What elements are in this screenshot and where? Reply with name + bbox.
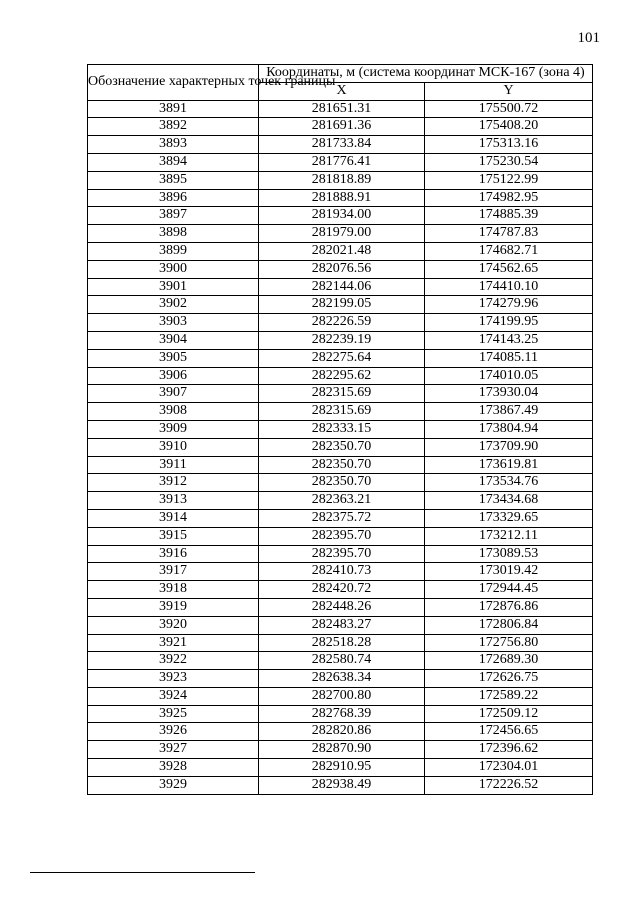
point-number-cell: 3917 bbox=[88, 563, 259, 581]
table-row bbox=[88, 687, 593, 705]
point-number-cell: 3911 bbox=[88, 456, 259, 474]
point-number-cell: 3928 bbox=[88, 759, 259, 777]
y-coordinate-cell: 173019.42 bbox=[425, 563, 593, 581]
x-coordinate-cell: 282315.69 bbox=[259, 385, 425, 403]
x-coordinate-cell: 282870.90 bbox=[259, 741, 425, 759]
table-row bbox=[88, 492, 593, 510]
table-row bbox=[88, 616, 593, 634]
table-row bbox=[88, 741, 593, 759]
point-number-cell: 3899 bbox=[88, 242, 259, 260]
y-coordinate-cell: 173619.81 bbox=[425, 456, 593, 474]
point-number-cell: 3901 bbox=[88, 278, 259, 296]
table-row bbox=[88, 634, 593, 652]
y-coordinate-cell: 174787.83 bbox=[425, 225, 593, 243]
y-coordinate-cell: 173534.76 bbox=[425, 474, 593, 492]
x-coordinate-cell: 281888.91 bbox=[259, 189, 425, 207]
table-row bbox=[88, 367, 593, 385]
y-coordinate-cell: 172304.01 bbox=[425, 759, 593, 777]
x-coordinate-cell: 281651.31 bbox=[259, 100, 425, 118]
y-coordinate-cell: 174885.39 bbox=[425, 207, 593, 225]
table-row bbox=[88, 314, 593, 332]
x-coordinate-cell: 281733.84 bbox=[259, 136, 425, 154]
point-number-cell: 3912 bbox=[88, 474, 259, 492]
y-coordinate-cell: 173930.04 bbox=[425, 385, 593, 403]
x-coordinate-cell: 282483.27 bbox=[259, 616, 425, 634]
table-row bbox=[88, 670, 593, 688]
y-coordinate-cell: 175313.16 bbox=[425, 136, 593, 154]
point-number-cell: 3918 bbox=[88, 581, 259, 599]
y-coordinate-cell: 175408.20 bbox=[425, 118, 593, 136]
y-coordinate-cell: 175500.72 bbox=[425, 100, 593, 118]
page-number: 101 bbox=[577, 30, 600, 46]
y-coordinate-cell: 173212.11 bbox=[425, 527, 593, 545]
point-number-cell: 3895 bbox=[88, 171, 259, 189]
x-coordinate-cell: 282350.70 bbox=[259, 474, 425, 492]
x-coordinate-cell: 282021.48 bbox=[259, 242, 425, 260]
x-coordinate-cell: 282395.70 bbox=[259, 545, 425, 563]
table-row bbox=[88, 527, 593, 545]
x-coordinate-cell: 282275.64 bbox=[259, 349, 425, 367]
x-coordinate-cell: 282315.69 bbox=[259, 403, 425, 421]
x-coordinate-cell: 282448.26 bbox=[259, 598, 425, 616]
table-row bbox=[88, 545, 593, 563]
y-coordinate-cell: 172456.65 bbox=[425, 723, 593, 741]
point-number-cell: 3896 bbox=[88, 189, 259, 207]
y-coordinate-cell: 172944.45 bbox=[425, 581, 593, 599]
table-row bbox=[88, 331, 593, 349]
y-coordinate-cell: 173329.65 bbox=[425, 509, 593, 527]
point-number-cell: 3923 bbox=[88, 670, 259, 688]
x-coordinate-cell: 282638.34 bbox=[259, 670, 425, 688]
x-coordinate-cell: 282333.15 bbox=[259, 420, 425, 438]
x-coordinate-cell: 282144.06 bbox=[259, 278, 425, 296]
x-coordinate-cell: 282768.39 bbox=[259, 705, 425, 723]
y-coordinate-cell: 175122.99 bbox=[425, 171, 593, 189]
x-coordinate-cell: 282395.70 bbox=[259, 527, 425, 545]
point-number-cell: 3897 bbox=[88, 207, 259, 225]
table-row bbox=[88, 118, 593, 136]
x-coordinate-cell: 282350.70 bbox=[259, 456, 425, 474]
table-row bbox=[88, 581, 593, 599]
table-row bbox=[88, 225, 593, 243]
table-row bbox=[88, 420, 593, 438]
x-coordinate-cell: 281818.89 bbox=[259, 171, 425, 189]
y-coordinate-cell: 174410.10 bbox=[425, 278, 593, 296]
x-coordinate-cell: 282295.62 bbox=[259, 367, 425, 385]
x-coordinate-cell: 282375.72 bbox=[259, 509, 425, 527]
point-number-cell: 3893 bbox=[88, 136, 259, 154]
coordinates-table bbox=[87, 64, 593, 795]
point-number-cell: 3892 bbox=[88, 118, 259, 136]
y-coordinate-cell: 172509.12 bbox=[425, 705, 593, 723]
y-coordinate-cell: 174982.95 bbox=[425, 189, 593, 207]
x-coordinate-cell: 282910.95 bbox=[259, 759, 425, 777]
y-coordinate-cell: 174010.05 bbox=[425, 367, 593, 385]
x-coordinate-cell: 282350.70 bbox=[259, 438, 425, 456]
y-coordinate-cell: 172806.84 bbox=[425, 616, 593, 634]
x-coordinate-cell: 281691.36 bbox=[259, 118, 425, 136]
x-coordinate-cell: 282076.56 bbox=[259, 260, 425, 278]
x-coordinate-cell: 282580.74 bbox=[259, 652, 425, 670]
point-number-cell: 3920 bbox=[88, 616, 259, 634]
point-number-cell: 3916 bbox=[88, 545, 259, 563]
table-row bbox=[88, 260, 593, 278]
y-coordinate-cell: 174199.95 bbox=[425, 314, 593, 332]
y-coordinate-cell: 174682.71 bbox=[425, 242, 593, 260]
point-number-cell: 3903 bbox=[88, 314, 259, 332]
table-row bbox=[88, 349, 593, 367]
x-coordinate-cell: 281979.00 bbox=[259, 225, 425, 243]
table-row bbox=[88, 652, 593, 670]
x-coordinate-cell: 282410.73 bbox=[259, 563, 425, 581]
point-number-cell: 3906 bbox=[88, 367, 259, 385]
point-number-cell: 3926 bbox=[88, 723, 259, 741]
y-coordinate-cell: 172396.62 bbox=[425, 741, 593, 759]
x-coordinate-cell: 282420.72 bbox=[259, 581, 425, 599]
table-row bbox=[88, 474, 593, 492]
footer-rule bbox=[30, 872, 255, 873]
y-coordinate-cell: 174562.65 bbox=[425, 260, 593, 278]
header-point-designation: Обозначение характерных точек границы bbox=[88, 65, 259, 101]
table-header bbox=[88, 65, 593, 101]
x-coordinate-cell: 282226.59 bbox=[259, 314, 425, 332]
table-row bbox=[88, 100, 593, 118]
x-coordinate-cell: 282239.19 bbox=[259, 331, 425, 349]
x-coordinate-cell: 282199.05 bbox=[259, 296, 425, 314]
y-coordinate-cell: 173804.94 bbox=[425, 420, 593, 438]
table-row bbox=[88, 776, 593, 794]
point-number-cell: 3927 bbox=[88, 741, 259, 759]
point-number-cell: 3913 bbox=[88, 492, 259, 510]
point-number-cell: 3925 bbox=[88, 705, 259, 723]
point-number-cell: 3902 bbox=[88, 296, 259, 314]
table-row bbox=[88, 598, 593, 616]
table-row bbox=[88, 509, 593, 527]
y-coordinate-cell: 172226.52 bbox=[425, 776, 593, 794]
point-number-cell: 3914 bbox=[88, 509, 259, 527]
y-coordinate-cell: 172876.86 bbox=[425, 598, 593, 616]
table-row bbox=[88, 438, 593, 456]
header-coordinates: Координаты, м (система координат МСК-167 (зона 4) bbox=[259, 65, 593, 83]
y-coordinate-cell: 173089.53 bbox=[425, 545, 593, 563]
y-coordinate-cell: 172689.30 bbox=[425, 652, 593, 670]
x-coordinate-cell: 282700.80 bbox=[259, 687, 425, 705]
x-coordinate-cell: 282518.28 bbox=[259, 634, 425, 652]
table-row bbox=[88, 385, 593, 403]
point-number-cell: 3905 bbox=[88, 349, 259, 367]
x-coordinate-cell: 281776.41 bbox=[259, 153, 425, 171]
y-coordinate-cell: 173709.90 bbox=[425, 438, 593, 456]
point-number-cell: 3898 bbox=[88, 225, 259, 243]
header-y: Y bbox=[425, 82, 593, 100]
table-row bbox=[88, 296, 593, 314]
point-number-cell: 3904 bbox=[88, 331, 259, 349]
y-coordinate-cell: 172589.22 bbox=[425, 687, 593, 705]
point-number-cell: 3922 bbox=[88, 652, 259, 670]
y-coordinate-cell: 173434.68 bbox=[425, 492, 593, 510]
y-coordinate-cell: 173867.49 bbox=[425, 403, 593, 421]
table-row bbox=[88, 563, 593, 581]
point-number-cell: 3919 bbox=[88, 598, 259, 616]
table-row bbox=[88, 759, 593, 777]
x-coordinate-cell: 282938.49 bbox=[259, 776, 425, 794]
table-row bbox=[88, 242, 593, 260]
table-row bbox=[88, 456, 593, 474]
point-number-cell: 3921 bbox=[88, 634, 259, 652]
y-coordinate-cell: 174085.11 bbox=[425, 349, 593, 367]
table-row bbox=[88, 136, 593, 154]
table-body bbox=[88, 100, 593, 794]
y-coordinate-cell: 172626.75 bbox=[425, 670, 593, 688]
y-coordinate-cell: 175230.54 bbox=[425, 153, 593, 171]
table-row bbox=[88, 723, 593, 741]
point-number-cell: 3894 bbox=[88, 153, 259, 171]
table-row bbox=[88, 403, 593, 421]
point-number-cell: 3910 bbox=[88, 438, 259, 456]
point-number-cell: 3929 bbox=[88, 776, 259, 794]
table-row bbox=[88, 171, 593, 189]
table-row bbox=[88, 207, 593, 225]
point-number-cell: 3909 bbox=[88, 420, 259, 438]
table-row bbox=[88, 153, 593, 171]
header-x: X bbox=[259, 82, 425, 100]
point-number-cell: 3907 bbox=[88, 385, 259, 403]
point-number-cell: 3908 bbox=[88, 403, 259, 421]
table-row bbox=[88, 189, 593, 207]
table-row bbox=[88, 705, 593, 723]
x-coordinate-cell: 282363.21 bbox=[259, 492, 425, 510]
y-coordinate-cell: 174143.25 bbox=[425, 331, 593, 349]
point-number-cell: 3900 bbox=[88, 260, 259, 278]
x-coordinate-cell: 281934.00 bbox=[259, 207, 425, 225]
point-number-cell: 3924 bbox=[88, 687, 259, 705]
y-coordinate-cell: 172756.80 bbox=[425, 634, 593, 652]
x-coordinate-cell: 282820.86 bbox=[259, 723, 425, 741]
table-row bbox=[88, 278, 593, 296]
y-coordinate-cell: 174279.96 bbox=[425, 296, 593, 314]
point-number-cell: 3891 bbox=[88, 100, 259, 118]
point-number-cell: 3915 bbox=[88, 527, 259, 545]
